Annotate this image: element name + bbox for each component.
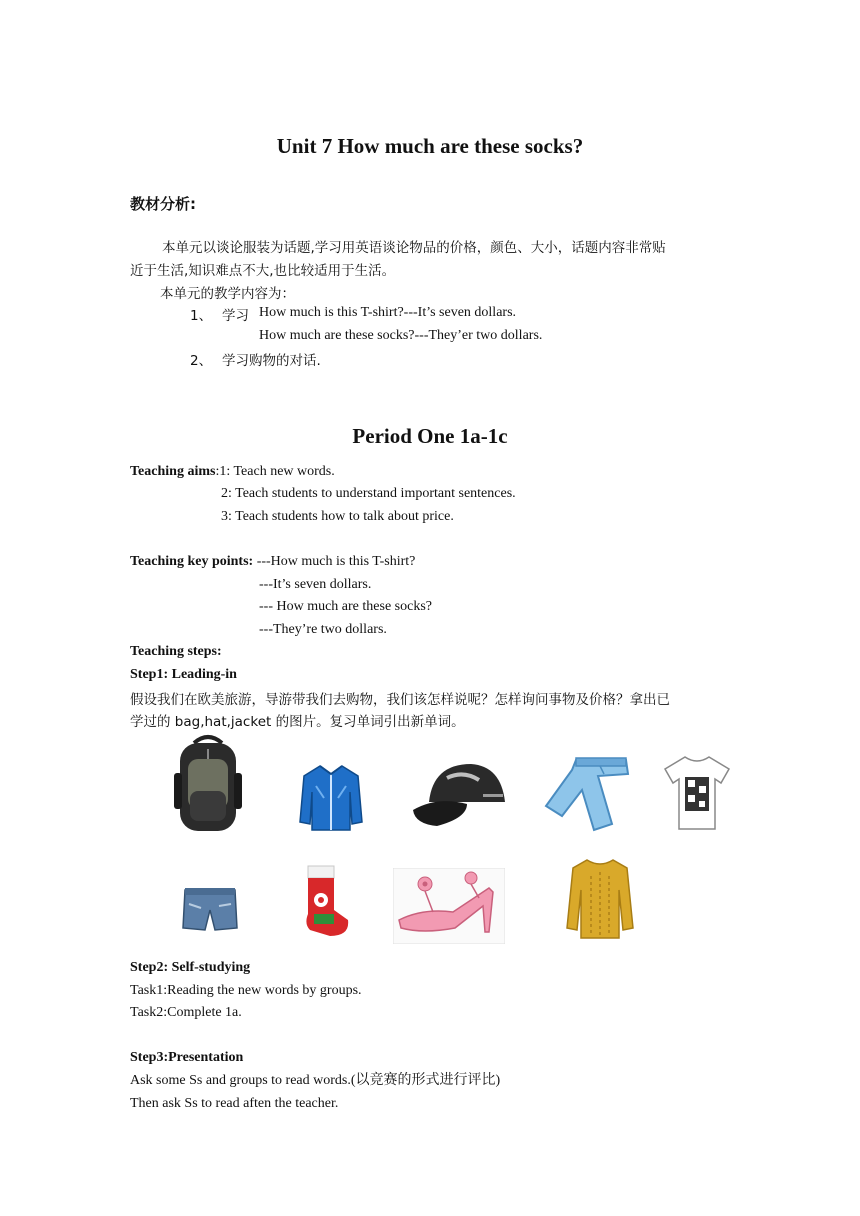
step2-task2: Task2:Complete 1a. (130, 1005, 242, 1020)
key-point-4: ---They’re two dollars. (259, 622, 387, 637)
shorts-icon (181, 884, 239, 936)
key-point-2: ---It’s seven dollars. (259, 577, 372, 592)
aims-label: Teaching aims (130, 464, 216, 479)
key-points-label: Teaching key points: (130, 554, 257, 569)
aim-2: 2: Teach students to understand important sentences. (221, 486, 516, 501)
analysis-heading: 教材分析: (130, 195, 196, 213)
jeans-icon (542, 754, 634, 834)
item1-sentence-2: How much are these socks?---They’er two dollars. (259, 328, 543, 343)
analysis-para-line1: 本单元以谈论服装为话题,学习用英语谈论物品的价格，颜色、大小，话题内容非常贴 (162, 240, 666, 256)
period-title: Period One 1a-1c (352, 424, 508, 448)
steps-label: Teaching steps: (130, 644, 222, 659)
stocking-icon (300, 864, 352, 940)
shoes-icon (393, 868, 505, 944)
item1-sentence: How much is this T-shirt?---It’s seven dollars. (259, 305, 517, 320)
cap-icon (407, 758, 519, 830)
step1-line1: 假设我们在欧美旅游，导游带我们去购物，我们该怎样说呢？怎样询问事物及价格？拿出已 (130, 692, 670, 708)
page-title: Unit 7 How much are these socks? (276, 134, 584, 158)
item1-label: 学习 (222, 308, 249, 324)
tshirt-icon (661, 753, 733, 833)
key-point-3: --- How much are these socks? (259, 599, 432, 614)
step1-line2: 学过的 bag,hat,jacket 的图片。复习单词引出新单词。 (130, 714, 465, 730)
aims-line-1 (130, 462, 335, 482)
key-points-line-1 (130, 552, 415, 572)
step2-title: Step2: Self-studying (130, 960, 251, 975)
step3-line1: Ask some Ss and groups to read words.(以竞赛的形式进行评比) (130, 1073, 501, 1088)
key-point-1: ---How much is this T-shirt? (256, 554, 416, 569)
jacket-icon (298, 762, 364, 832)
aim-1: :1: Teach new words. (215, 464, 335, 479)
step3-title: Step3:Presentation (130, 1050, 244, 1065)
item2-text: 学习购物的对话. (222, 353, 321, 369)
content-intro: 本单元的教学内容为： (160, 286, 295, 302)
step1-title: Step1: Leading-in (130, 667, 237, 682)
step3-line2: Then ask Ss to read aften the teacher. (130, 1096, 339, 1111)
backpack-icon (172, 733, 244, 835)
step2-task1: Task1:Reading the new words by groups. (130, 983, 362, 998)
aim-3: 3: Teach students how to talk about price. (221, 509, 454, 524)
sweater-icon (565, 856, 635, 940)
analysis-para-line2: 近于生活,知识难点不大,也比较适用于生活。 (130, 263, 396, 279)
item2-number: 2、 (190, 353, 213, 369)
item1-number: 1、 (190, 308, 213, 324)
